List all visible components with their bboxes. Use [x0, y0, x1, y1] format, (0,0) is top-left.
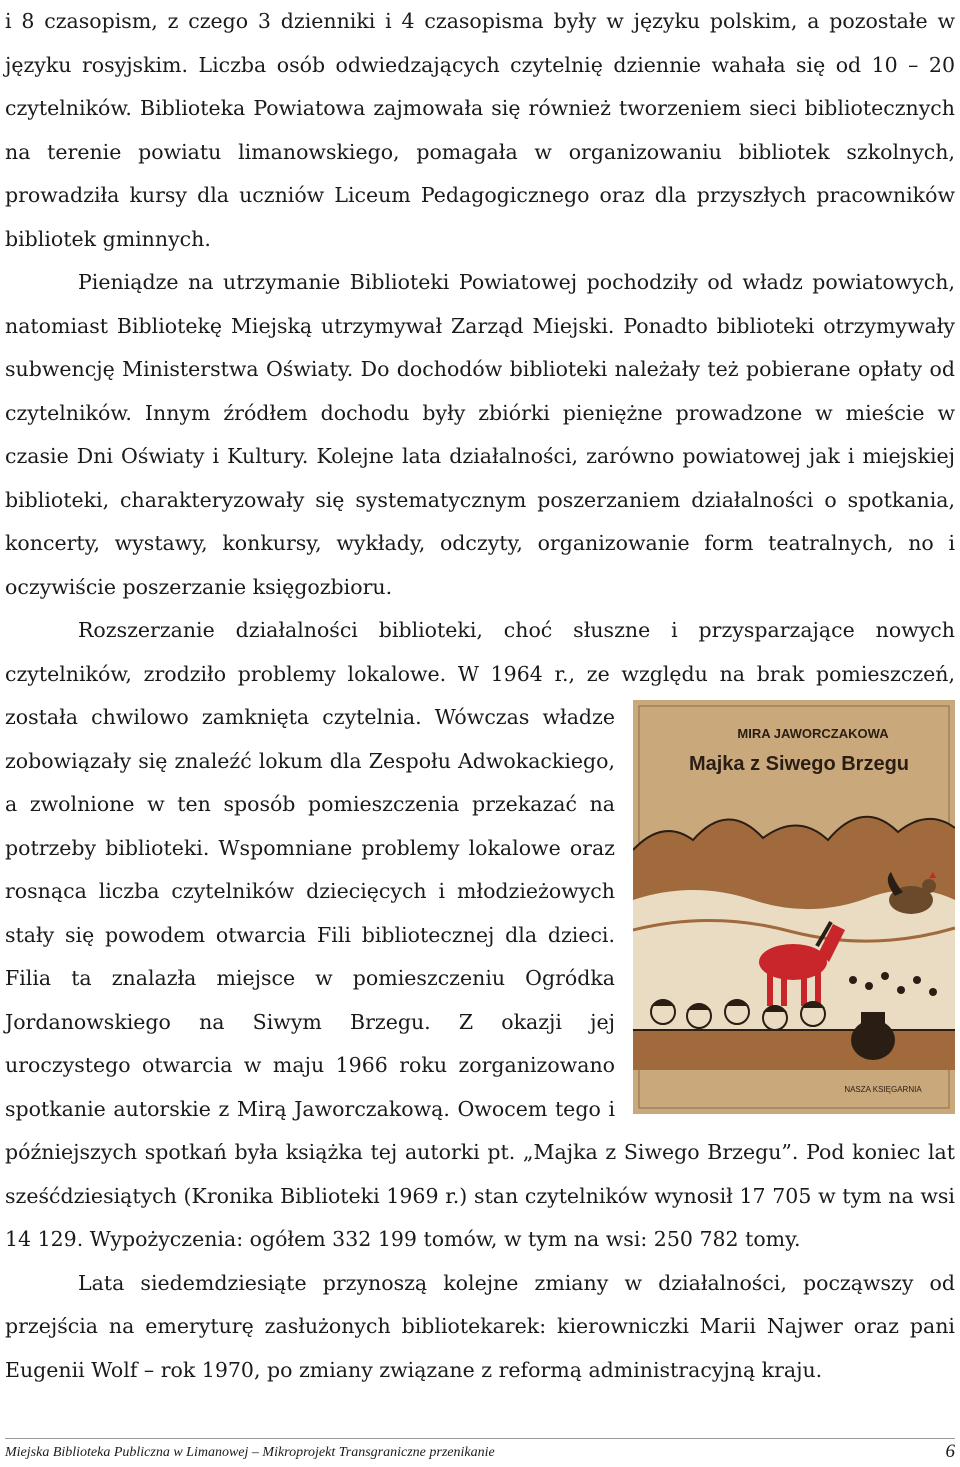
page-number: 6	[945, 1441, 955, 1462]
book-cover-figure	[633, 700, 955, 1114]
book-author: MIRA JAWORCZAKOWA	[737, 726, 889, 741]
paragraph-3-continued: chwilowo zamknięta czytelnia. Wówczas władze zobowiązały się znaleźć lokum dla Zespołu Adwokackiego, a zwolnione w ten sposób pomieszczenia przekazać na potrzeby biblioteki. Wspomniane problemy lokalowe oraz rosnąca liczba czytelników dziecięcych i młodzieżowych stały się powodem otwarcia Fili bibliotecznej dla dzieci. Filia ta znalazła miejsce w pomieszczeniu Ogródka Jordanowskiego na Siwym Brzegu. Z okazji jej uroczystego otwarcia w maju 1966 roku zorganizowano spotkanie autorskie z Mirą Jaworczakową. Owocem tego i późniejszych spotkań była książka tej autorki pt. „Majka z Siwego Brzegu”. Pod koniec lat sześćdziesiątych (Kronika Biblioteki 1969 r.) stan czytelników wynosił 17 705 w tym na wsi 14 129. Wypożyczenia: ogółem 332 199 tomów, w tym na wsi: 250 782 tomy.	[5, 705, 955, 1251]
paragraph-2: Pieniądze na utrzymanie Biblioteki Powiatowej pochodziły od władz powiatowych, natomiast Bibliotekę Miejską utrzymywał Zarząd Miejski. Ponadto biblioteki otrzymywały subwencję Ministerstwa Oświaty. Do dochodów biblioteki należały też pobierane opłaty od czytelników. Innym źródłem dochodu były zbiórki pieniężne prowadzone w mieście w czasie Dni Oświaty i Kultury. Kolejne lata działalności, zarówno powiatowej jak i miejskiej biblioteki, charakteryzowały się systematycznym poszerzaniem działalności o spotkania, koncerty, wystawy, konkursy, wykłady, odczyty, organizowanie form teatralnych, no i oczywiście poszerzanie księgozbioru.	[5, 270, 955, 599]
book-publisher: NASZA KSIĘGARNIA	[844, 1085, 922, 1094]
paragraph-4: Lata siedemdziesiąte przynoszą kolejne zmiany w działalności, począwszy od przejścia na emeryturę zasłużonych bibliotekarek: kierowniczki Marii Najwer oraz pani Eugenii Wolf – rok 1970, po zmiany związane z reformą administracyjną kraju.	[5, 1270, 955, 1382]
paragraph-3-start: Rozszerzanie działalności biblioteki, choć słuszne i przysparzające nowych czytelników, zrodziło problemy lokalowe. W 1964 r., ze względu na brak pomieszczeń, została	[5, 618, 955, 729]
paragraph-3	[5, 609, 955, 1262]
paragraph-1: i 8 czasopism, z czego 3 dzienniki i 4 czasopisma były w języku polskim, a pozostałe w języku rosyjskim. Liczba osób odwiedzających czytelnię dziennie wahała się od 10 – 20 czytelników. Biblioteka Powiatowa zajmowała się również tworzeniem sieci bibliotecznych na terenie powiatu limanowskiego, pomagała w organizowaniu bibliotek szkolnych, prowadziła kursy dla uczniów Liceum Pedagogicznego oraz dla przyszłych pracowników bibliotek gminnych.	[5, 9, 955, 251]
book-title: Majka z Siwego Brzegu	[688, 753, 910, 775]
footer-text: Miejska Biblioteka Publiczna w Limanowej – Mikroprojekt Transgraniczne przenikanie	[5, 1445, 495, 1460]
page-footer	[5, 1438, 955, 1465]
document-page	[5, 0, 955, 1392]
book-cover-image	[633, 700, 955, 1114]
